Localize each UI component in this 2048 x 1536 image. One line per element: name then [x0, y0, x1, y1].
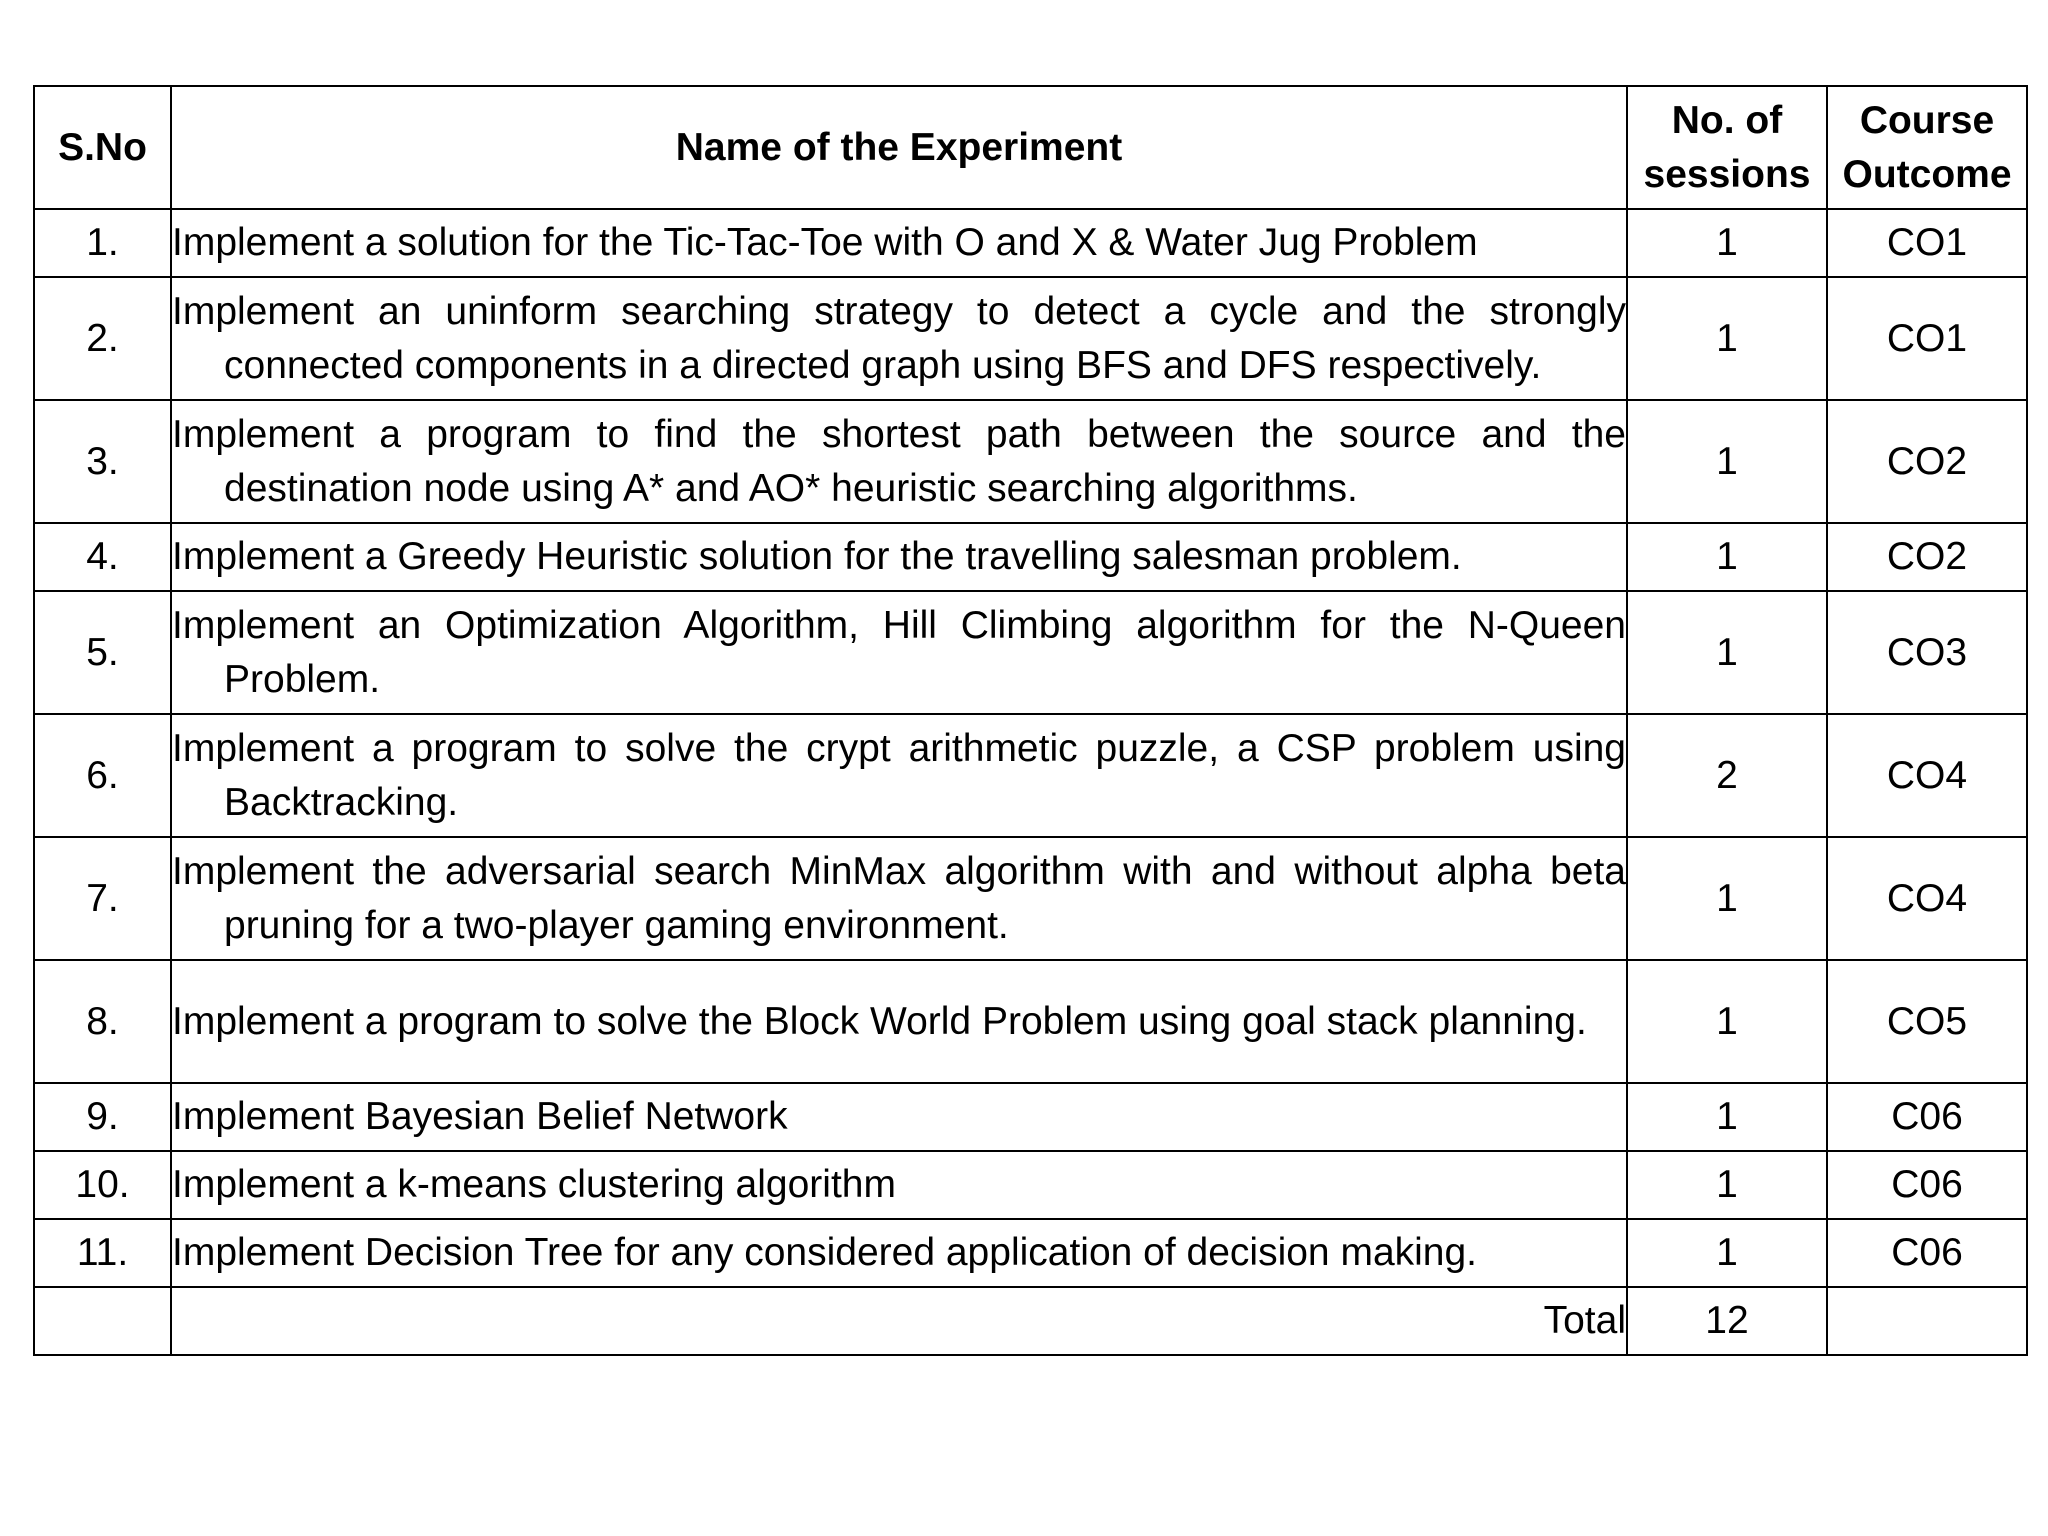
table-row	[34, 837, 2027, 960]
row-course-outcome: C06	[1827, 1083, 2027, 1151]
experiment-text: Implement the adversarial search MinMax algorithm with and without alpha beta pruning for a two-player gaming environment.	[172, 849, 1626, 947]
row-course-outcome: CO2	[1827, 523, 2027, 591]
row-experiment-name	[171, 523, 1627, 591]
header-outcome-line2: Outcome	[1842, 152, 2012, 196]
experiment-text: Implement a program to solve the Block World Problem using goal stack planning.	[172, 999, 1587, 1043]
row-experiment-name	[171, 400, 1627, 523]
row-course-outcome: CO4	[1827, 837, 2027, 960]
row-course-outcome: CO3	[1827, 591, 2027, 714]
table-row	[34, 1083, 2027, 1151]
row-sno: 8.	[34, 960, 171, 1083]
experiment-list-sheet	[33, 85, 2028, 1356]
table-row	[34, 400, 2027, 523]
header-course-outcome	[1827, 86, 2027, 209]
row-experiment-name	[171, 277, 1627, 400]
row-experiment-name	[171, 1151, 1627, 1219]
row-course-outcome: CO4	[1827, 714, 2027, 837]
experiment-text: Implement Decision Tree for any considered application of decision making.	[172, 1231, 1478, 1274]
total-outcome-empty	[1827, 1287, 2027, 1355]
row-experiment-name	[171, 1083, 1627, 1151]
row-sno: 3.	[34, 400, 171, 523]
header-outcome-line1: Course	[1859, 98, 1995, 142]
table-row	[34, 1151, 2027, 1219]
row-experiment-name	[171, 714, 1627, 837]
header-sno: S.No	[34, 86, 171, 209]
total-sno-empty	[34, 1287, 171, 1355]
row-sessions: 2	[1627, 714, 1827, 837]
row-sno: 10.	[34, 1151, 171, 1219]
table-row	[34, 1219, 2027, 1287]
row-sno: 6.	[34, 714, 171, 837]
header-experiment-name: Name of the Experiment	[171, 86, 1627, 209]
row-sessions: 1	[1627, 209, 1827, 277]
row-sessions: 1	[1627, 1151, 1827, 1219]
row-sessions: 1	[1627, 837, 1827, 960]
row-experiment-name	[171, 591, 1627, 714]
total-row	[34, 1287, 2027, 1355]
row-sno: 2.	[34, 277, 171, 400]
row-sessions: 1	[1627, 1083, 1827, 1151]
experiment-text: Implement a program to solve the crypt arithmetic puzzle, a CSP problem using Backtracking.	[172, 726, 1626, 824]
experiment-text: Implement a program to find the shortest path between the source and the destination node using A* and AO* heuristic searching algorithms.	[172, 412, 1626, 510]
row-experiment-name	[171, 209, 1627, 277]
experiment-text: Implement Bayesian Belief Network	[172, 1095, 788, 1138]
row-course-outcome: CO2	[1827, 400, 2027, 523]
row-sno: 11.	[34, 1219, 171, 1287]
header-sessions-line2: sessions	[1643, 152, 1811, 196]
row-sno: 7.	[34, 837, 171, 960]
row-sno: 5.	[34, 591, 171, 714]
row-sessions: 1	[1627, 960, 1827, 1083]
row-course-outcome: C06	[1827, 1219, 2027, 1287]
row-experiment-name	[171, 1219, 1627, 1287]
row-sessions: 1	[1627, 1219, 1827, 1287]
row-course-outcome: CO1	[1827, 209, 2027, 277]
experiment-text: Implement an Optimization Algorithm, Hill Climbing algorithm for the N-Queen Problem.	[172, 603, 1626, 701]
experiment-text: Implement a k-means clustering algorithm	[172, 1163, 896, 1206]
row-sno: 4.	[34, 523, 171, 591]
row-experiment-name	[171, 837, 1627, 960]
row-course-outcome: CO1	[1827, 277, 2027, 400]
header-sessions-line1: No. of	[1671, 98, 1783, 142]
experiment-text: Implement a Greedy Heuristic solution for the travelling salesman problem.	[172, 535, 1462, 578]
total-label: Total	[171, 1287, 1627, 1355]
header-sessions	[1627, 86, 1827, 209]
total-sessions: 12	[1627, 1287, 1827, 1355]
table-row	[34, 523, 2027, 591]
experiment-text: Implement a solution for the Tic-Tac-Toe with O and X & Water Jug Problem	[172, 221, 1478, 264]
row-sno: 9.	[34, 1083, 171, 1151]
experiment-text: Implement an uninform searching strategy to detect a cycle and the strongly connected components in a directed graph using BFS and DFS respectively.	[172, 289, 1626, 387]
row-sessions: 1	[1627, 523, 1827, 591]
table-row	[34, 277, 2027, 400]
row-sno: 1.	[34, 209, 171, 277]
table-row	[34, 209, 2027, 277]
row-experiment-name	[171, 960, 1627, 1083]
table-row	[34, 714, 2027, 837]
row-sessions: 1	[1627, 277, 1827, 400]
table-header-row	[34, 86, 2027, 209]
table-row	[34, 591, 2027, 714]
row-sessions: 1	[1627, 400, 1827, 523]
row-sessions: 1	[1627, 591, 1827, 714]
row-course-outcome: C06	[1827, 1151, 2027, 1219]
experiments-table	[33, 85, 2028, 1356]
row-course-outcome: CO5	[1827, 960, 2027, 1083]
table-row	[34, 960, 2027, 1083]
